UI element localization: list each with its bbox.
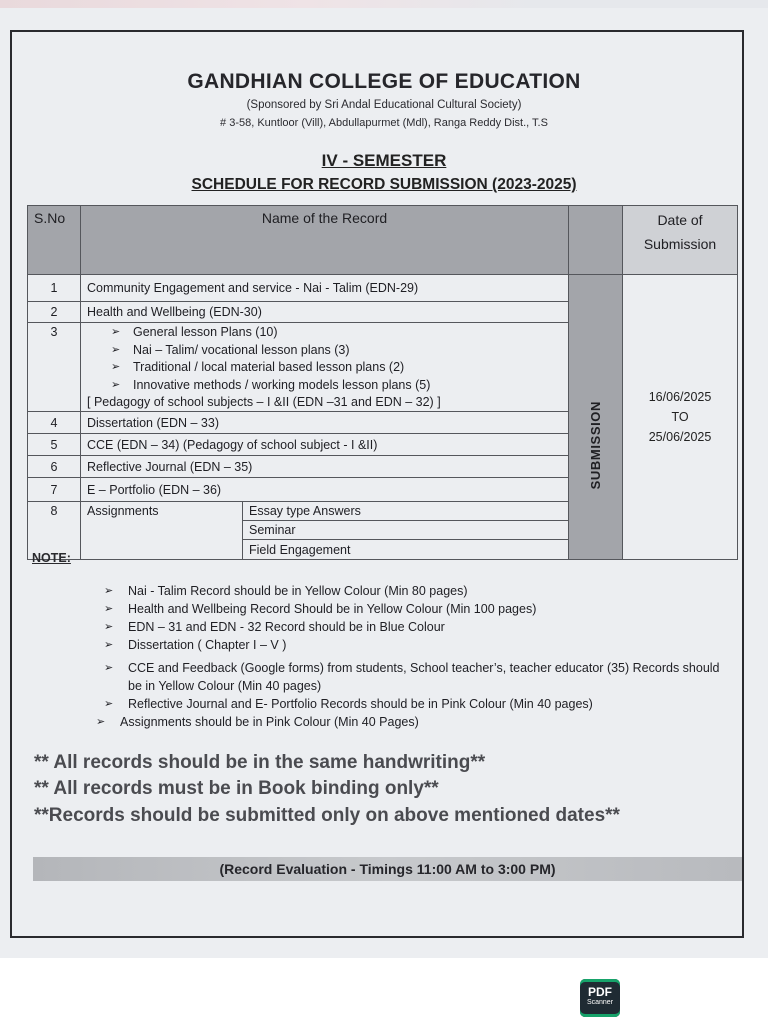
list-item: ➢ Traditional / local material based lesson plans (2): [111, 359, 562, 377]
row-sno: 1: [28, 275, 81, 302]
row-sno: 6: [28, 456, 81, 478]
badge-scanner-text: Scanner: [586, 999, 614, 1006]
row-sno: 3: [28, 323, 81, 412]
row-assignments: Assignments: [81, 502, 243, 560]
note-item: ➢ Dissertation ( Chapter I – V ): [104, 636, 724, 654]
semester-title: IV - SEMESTER: [321, 151, 447, 170]
evaluation-timing-bar: (Record Evaluation - Timings 11:00 AM to 3:00 PM): [33, 857, 742, 881]
row-sno: 2: [28, 302, 81, 323]
list-item: ➢ Nai – Talim/ vocational lesson plans (3): [111, 342, 562, 360]
row-record-name: CCE (EDN – 34) (Pedagogy of school subject - I &II): [81, 434, 569, 456]
row-sno: 7: [28, 478, 81, 502]
emphasis-line: ** All records should be in the same handwriting**: [34, 752, 486, 773]
assignment-sub-item: Seminar: [243, 521, 569, 540]
note-item: ➢ EDN – 31 and EDN - 32 Record should be in Blue Colour: [104, 618, 724, 636]
date-to-word: TO: [671, 410, 689, 424]
date-to: 25/06/2025: [648, 430, 712, 444]
submission-dates: [623, 275, 738, 560]
list-item: ➢ Innovative methods / working models lesson plans (5): [111, 377, 562, 395]
table-header-row: [28, 206, 738, 275]
header-date: [623, 206, 738, 275]
assignment-sub-item: Essay type Answers: [243, 502, 569, 521]
header-sno: S.No: [28, 206, 81, 275]
table-row: [28, 275, 738, 302]
date-from: 16/06/2025: [648, 390, 712, 404]
lesson-plan-list: [87, 324, 562, 394]
address-line: # 3-58, Kuntloor (Vill), Abdullapurmet (Mdl), Ranga Reddy Dist., T.S: [220, 117, 548, 129]
emphasis-line: ** All records must be in Book binding only**: [34, 778, 439, 799]
row-record-name: Reflective Journal (EDN – 35): [81, 456, 569, 478]
submission-label: SUBMISSION: [588, 401, 604, 490]
header-record-name: Name of the Record: [81, 206, 569, 275]
row-sno: 5: [28, 434, 81, 456]
notes-list: [104, 582, 724, 731]
pdf-scanner-badge: [580, 979, 620, 1017]
sponsor-line: (Sponsored by Sri Andal Educational Cultural Society): [246, 99, 522, 111]
page-top-edge: [0, 0, 768, 8]
list-item: ➢ General lesson Plans (10): [111, 324, 562, 342]
row-record-name: Health and Wellbeing (EDN-30): [81, 302, 569, 323]
note-item: ➢ Reflective Journal and E- Portfolio Records should be in Pink Colour (Min 40 pages): [104, 695, 724, 713]
assignment-sub-item: Field Engagement: [243, 540, 569, 560]
row-record-name: Dissertation (EDN – 33): [81, 412, 569, 434]
header-date-line2: Submission: [643, 236, 717, 252]
row-lesson-plans: [81, 323, 569, 412]
pedagogy-note: [ Pedagogy of school subjects – I &II (EDN –31 and EDN – 32) ]: [87, 395, 441, 409]
emphasis-line: **Records should be submitted only on above mentioned dates**: [34, 805, 620, 826]
row-record-name: E – Portfolio (EDN – 36): [81, 478, 569, 502]
badge-pdf-text: PDF: [588, 985, 612, 999]
submission-column: [569, 275, 623, 560]
note-item: ➢ Health and Wellbeing Record Should be in Yellow Colour (Min 100 pages): [104, 600, 724, 618]
college-name: GANDHIAN COLLEGE OF EDUCATION: [187, 70, 581, 93]
schedule-title: SCHEDULE FOR RECORD SUBMISSION (2023-2025): [191, 176, 577, 193]
note-label: NOTE:: [32, 551, 71, 565]
row-sno: 4: [28, 412, 81, 434]
note-item: ➢ CCE and Feedback (Google forms) from students, School teacher’s, teacher educator (35) Records should be in Yellow Colour (Min 40 pages): [104, 659, 724, 695]
row-record-name: Community Engagement and service - Nai - Talim (EDN-29): [81, 275, 569, 302]
note-item: ➢ Nai - Talim Record should be in Yellow Colour (Min 80 pages): [104, 582, 724, 600]
row-sno: 8: [28, 502, 81, 560]
header-date-line1: Date of: [657, 212, 703, 228]
header-submission-blank: [569, 206, 623, 275]
note-item: ➢ Assignments should be in Pink Colour (Min 40 Pages): [96, 713, 724, 731]
record-schedule-table: [27, 205, 738, 560]
